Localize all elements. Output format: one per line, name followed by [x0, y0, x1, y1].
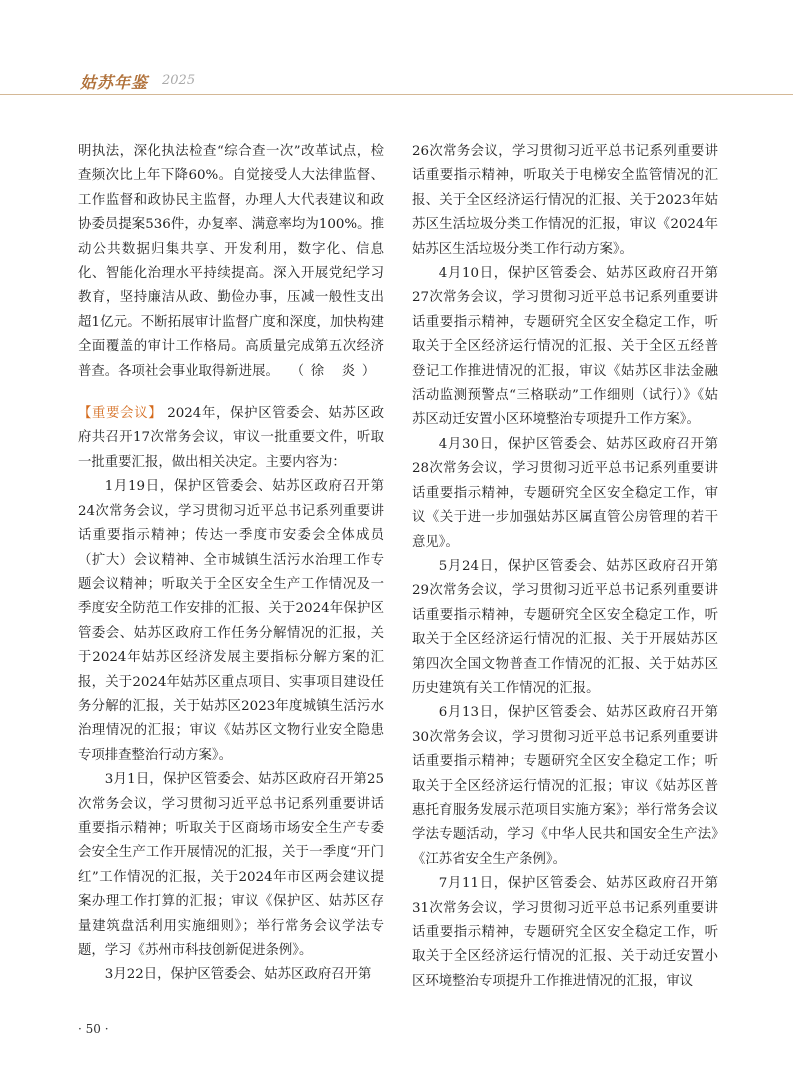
author-credit: （徐 炎）	[290, 363, 382, 379]
yearbook-logo: 姑苏年鉴	[80, 73, 149, 92]
meeting-apr-30: 4月30日，保护区管委会、姑苏区政府召开第28次常务会议，学习贯彻习近平总书记系列重要讲话重要指示精神，专题研究全区安全稳定工作，审议《关于进一步加强姑苏区属直管公房管理的若干意见》。	[412, 436, 718, 550]
meeting-mar-22: 3月22日，保护区管委会、姑苏区政府召开第	[104, 967, 372, 983]
right-column	[412, 140, 718, 994]
header-year: 2025	[162, 73, 196, 88]
section-intro	[78, 402, 384, 475]
meeting-mar-1: 3月1日，保护区管委会、姑苏区政府召开第25次常务会议，学习贯彻习近平总书记系列重要讲话重要指示精神；听取关于区商场市场安全生产专委会安全生产工作开展情况的汇报，关于一季度“开门红”工作情况的汇报，关于2024年市区两会建议提案办理工作打算的汇报；审议《保护区、姑苏区存量建筑盘活利用实施细则》；举行常务会议学法专题，学习《苏州市科技创新促进条例》。	[78, 772, 384, 958]
meeting-jun-13: 6月13日，保护区管委会、姑苏区政府召开第30次常务会议，学习贯彻习近平总书记系列重要讲话重要指示精神；专题研究全区安全稳定工作；听取关于全区经济运行情况的汇报；审议《姑苏区普惠托育服务发展示范项目实施方案》；举行常务会议学法专题活动，学习《中华人民共和国安全生产法》《江苏省安全生产条例》。	[412, 705, 718, 867]
section-intro-text: 2024年，保护区管委会、姑苏区政府共召开17次常务会议，审议一批重要文件，听取一批重要汇报，做出相关决定。主要内容为：	[78, 406, 385, 470]
section-gap	[78, 384, 384, 402]
meeting-apr-10: 4月10日，保护区管委会、姑苏区政府召开第27次常务会议，学习贯彻习近平总书记系列重要讲话重要指示精神，专题研究全区安全稳定工作，听取关于全区经济运行情况的汇报、关于全区五经普登记工作推进情况的汇报，审议《姑苏区非法金融活动监测预警点“三格联动”工作细则（试行）》《姑苏区动迁安置小区环境整治专项提升工作方案》。	[412, 266, 718, 428]
paragraph-text: 明执法，深化执法检查“综合查一次”改革试点，检查频次比上年下降60%。自觉接受人大法律监督、工作监督和政协民主监督，办理人大代表建议和政协委员提案536件，办复率、满意率均为100%。推动公共数据归集共享、开发利用，数字化、信息化、智能化治理水平持续提高。深入开展党纪学习教育，坚持廉洁从政、勤俭办事，压减一般性支出超1亿元。不断拓展审计监督广度和深度，加快构建全面覆盖的审计工作格局。高质量完成第五次经济普查。各项社会事业取得新进展。	[78, 144, 384, 379]
page-number: · 50 ·	[78, 1022, 109, 1036]
left-column	[78, 140, 384, 988]
section-tag: 【重要会议】	[78, 406, 163, 422]
header-divider	[0, 94, 793, 95]
meeting-mar-22-continued: 26次常务会议，学习贯彻习近平总书记系列重要讲话重要指示精神，听取关于电梯安全监管情况的汇报、关于全区经济运行情况的汇报、关于2023年姑苏区生活垃圾分类工作情况的汇报，审议《2024年姑苏区生活垃圾分类工作行动方案》。	[412, 144, 718, 257]
meeting-jul-11: 7月11日，保护区管委会、姑苏区政府召开第31次常务会议，学习贯彻习近平总书记系列重要讲话重要指示精神，专题研究全区安全稳定工作，听取关于全区经济运行情况的汇报、关于动迁安置小区环境整治专项提升工作推进情况的汇报，审议	[412, 876, 718, 989]
paragraph-continued	[78, 140, 384, 384]
meeting-jan-19: 1月19日，保护区管委会、姑苏区政府召开第24次常务会议，学习贯彻习近平总书记系列重要讲话重要指示精神；传达一季度市安委会全体成员（扩大）会议精神、全市城镇生活污水治理工作专题会议精神；听取关于全区安全生产工作情况及一季度安全防范工作安排的汇报、关于2024年保护区管委会、姑苏区政府工作任务分解情况的汇报，关于2024年姑苏区经济发展主要指标分解方案的汇报，关于2024年姑苏区重点项目、实事项目建设任务分解的汇报，关于姑苏区2023年度城镇生活污水治理情况的汇报；审议《姑苏区文物行业安全隐患专项排查整治行动方案》。	[78, 479, 384, 763]
meeting-may-24: 5月24日，保护区管委会、姑苏区政府召开第29次常务会议，学习贯彻习近平总书记系列重要讲话重要指示精神，专题研究全区安全稳定工作，听取关于全区经济运行情况的汇报、关于开展姑苏区第四次全国文物普查工作情况的汇报、关于姑苏区历史建筑有关工作情况的汇报。	[412, 558, 718, 696]
